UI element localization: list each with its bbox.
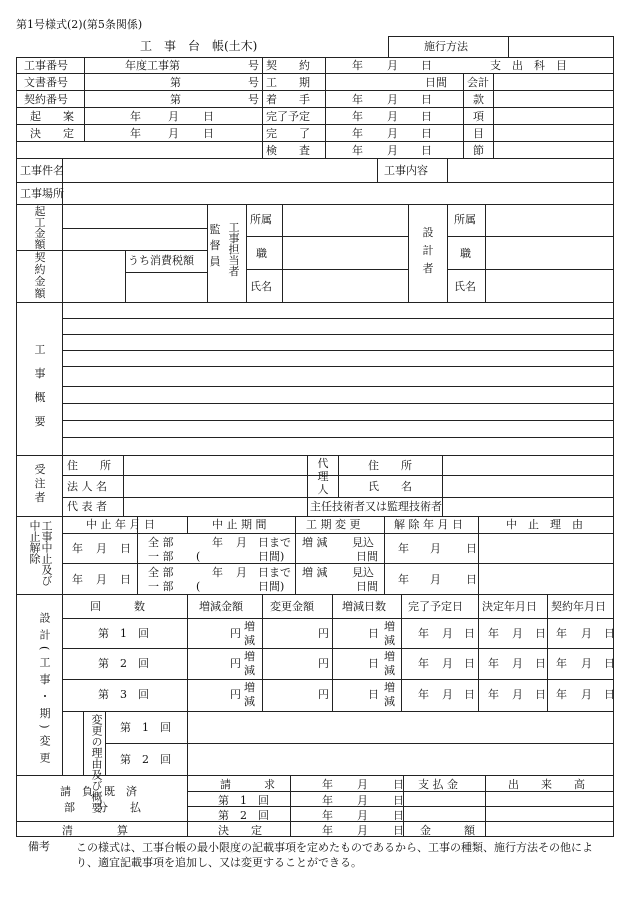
gou-label: 号	[248, 76, 259, 89]
h-kaijo-label: 解 除 年 月 日	[394, 518, 463, 531]
zou-label: 増	[384, 650, 395, 663]
hi-label: 日	[368, 688, 379, 701]
zenbu-label: 全 部	[148, 566, 174, 579]
kakko-label: (	[196, 550, 201, 563]
shimei-label: 氏名	[454, 280, 476, 293]
kouji-gaiyou-label: 工事概要	[34, 343, 46, 428]
kingaku-label: 金 額	[420, 824, 475, 837]
tsuki-label: 月	[357, 809, 368, 822]
sekkei-label: 設計(工事・期)変更	[38, 612, 51, 769]
zougen-label: 増 減	[302, 536, 328, 549]
tsuki-label: 月	[357, 794, 368, 807]
nen-label: 年	[352, 110, 363, 123]
tsuki-label: 月	[430, 542, 441, 555]
nen-label: 年	[322, 809, 333, 822]
en-label: 円	[230, 688, 241, 701]
tsuki-label: 月	[387, 144, 398, 157]
tsuki-label: 月	[168, 127, 179, 140]
nen-label: 年	[212, 566, 223, 579]
dai-label: 第	[170, 93, 181, 106]
dekidaka-label: 出 来 高	[508, 778, 585, 791]
mikomi-label: 見込	[352, 566, 374, 579]
kan-label: 款	[473, 93, 484, 106]
gen-label: 減	[384, 695, 395, 708]
shimei-label: 氏名	[250, 280, 272, 293]
kouji-naiyou-label: 工事内容	[384, 164, 428, 177]
hi-label: 日	[464, 688, 475, 701]
en-label: 円	[318, 688, 329, 701]
kettei2-label: 決 定	[218, 824, 262, 837]
tsuki-label: 月	[442, 688, 453, 701]
hi-label: 日	[466, 573, 477, 586]
hi-label: 日	[535, 657, 546, 670]
hi-label: 日	[604, 688, 615, 701]
tsuki-label: 月	[512, 627, 523, 640]
seikyuu-label: 請 求	[220, 778, 275, 791]
hi-label: 日	[368, 627, 379, 640]
kouji-kenmei-label: 工事件名	[20, 164, 64, 177]
kian-label: 起 案	[30, 110, 74, 123]
hi-label: 日	[535, 627, 546, 640]
nen-label: 年	[398, 573, 409, 586]
form-title: 工 事 台 帳(土木)	[140, 39, 258, 53]
d-jusho-label: 住 所	[368, 459, 412, 472]
nen-label: 年	[352, 59, 363, 72]
nen-label: 年	[130, 127, 141, 140]
sekkeisha-label: 設計者	[422, 226, 434, 275]
kikou-kingaku-label: 起工金額	[34, 205, 46, 251]
dai-label: 第	[170, 76, 181, 89]
sekkei-round-1: 第 1 回	[98, 627, 149, 640]
h-kikan-label: 中 止 期 間	[212, 518, 267, 531]
hi-label: 日	[203, 110, 214, 123]
uchi-shohizei-label: うち消費税額	[128, 254, 194, 267]
nichikan-label: 日間	[356, 550, 378, 563]
keiyaku-bangou-label: 契約番号	[24, 93, 68, 106]
ichibu-label: 一 部	[148, 550, 174, 563]
tsuki-label: 月	[442, 657, 453, 670]
tsuki-label: 月	[387, 59, 398, 72]
tsuki-label: 月	[357, 824, 368, 837]
jutyusha-label: 受注者	[34, 463, 46, 504]
kouji-kenmei-field[interactable]	[64, 160, 376, 181]
gen-label: 減	[244, 634, 255, 647]
tsuki-label: 月	[387, 110, 398, 123]
ukeoi-kisai-label: 請 負 既 済	[60, 785, 137, 798]
nen-label: 年	[556, 688, 567, 701]
remarks-text: この様式は、工事台帳の最小限度の記載事項を定めたものであるから、工事の種類、施行方法その他により、適宜記載事項を追加し、又は変更することができる。	[76, 841, 593, 869]
hi-label: 日	[421, 59, 432, 72]
keiyaku-label: 契 約	[266, 59, 310, 72]
zou-label: 増	[244, 681, 255, 694]
nendo-daini-label: 年度工事第	[125, 59, 180, 72]
gen-label: 減	[384, 634, 395, 647]
nen-label: 年	[130, 110, 141, 123]
nen-label: 年	[418, 627, 429, 640]
hi-label: 日	[393, 794, 404, 807]
mikomi-label: 見込	[352, 536, 374, 549]
tsuki-label: 月	[581, 657, 592, 670]
seisan-label: 清 算	[62, 824, 128, 837]
tsuki-label: 月	[581, 627, 592, 640]
nichikan-close-label: 日間)	[258, 580, 285, 593]
sekou-houhou-field[interactable]	[510, 38, 612, 56]
hi-label: 日	[393, 778, 404, 791]
kou-label: 項	[473, 110, 484, 123]
sekkei-round-3: 第 3 回	[98, 688, 149, 701]
hi-label: 日	[203, 127, 214, 140]
nen-label: 年	[352, 127, 363, 140]
remarks-label: 備考	[28, 840, 50, 853]
tsuki-label: 月	[442, 627, 453, 640]
zougen-nissuu-label: 増減日数	[342, 600, 386, 613]
bunsho-bangou-label: 文書番号	[24, 76, 68, 89]
hi-label: 日	[120, 542, 131, 555]
shishutsu-kamoku-label: 支 出 科 目	[490, 59, 567, 72]
hi-label: 日	[464, 627, 475, 640]
nen-label: 年	[488, 627, 499, 640]
zou-label: 増	[384, 681, 395, 694]
shoku-label: 職	[460, 247, 471, 260]
chushi-label: 工事中止及び中止解除	[28, 520, 53, 586]
kaisuu-label: 回 数	[90, 600, 145, 613]
h-nengappi-label: 中 止 年 月 日	[86, 518, 155, 531]
tsuki-label: 月	[512, 688, 523, 701]
hi-label: 日	[421, 93, 432, 106]
nen-label: 年	[556, 627, 567, 640]
nen-label: 年	[488, 688, 499, 701]
kensa-label: 検 査	[266, 144, 310, 157]
kaikei-label: 会計	[467, 76, 489, 89]
gen-label: 減	[244, 664, 255, 677]
riyuu-label: 変更の理由及び概要	[90, 714, 103, 813]
h-riyuu-label: 中 止 理 由	[506, 518, 583, 531]
gen-label: 減	[244, 695, 255, 708]
ichibu-label: 一 部	[148, 580, 174, 593]
hi-label: 日	[464, 657, 475, 670]
zou-label: 増	[244, 620, 255, 633]
tsuki-label: 月	[96, 573, 107, 586]
tsuki-label: 月	[168, 110, 179, 123]
hi-label: 日	[368, 657, 379, 670]
nen-label: 年	[212, 536, 223, 549]
tsuki-label: 月	[387, 93, 398, 106]
kouki-label: 工 期	[266, 76, 310, 89]
kouji-tantousha-label: 工事担当者	[228, 221, 240, 278]
nen-label: 年	[398, 542, 409, 555]
shoku-label: 職	[256, 247, 267, 260]
shiharaikin-label: 支 払 金	[418, 778, 458, 791]
zenbu-label: 全 部	[148, 536, 174, 549]
gou-label: 号	[248, 93, 259, 106]
houjin-label: 法 人 名	[67, 480, 107, 493]
kantoku-label: 監督員	[209, 223, 221, 268]
hi-label: 日	[421, 144, 432, 157]
en-label: 円	[230, 627, 241, 640]
nen-label: 年	[72, 542, 83, 555]
nen-label: 年	[418, 688, 429, 701]
tsuki-label: 月	[236, 566, 247, 579]
nichikan-close-label: 日間)	[258, 550, 285, 563]
bubun-barai-label: 部 分 払	[64, 801, 141, 814]
tsuki-label: 月	[357, 778, 368, 791]
made-label: 日まで	[258, 536, 291, 549]
tsuki-label: 月	[512, 657, 523, 670]
kouji-basho-field[interactable]	[64, 184, 612, 203]
nichikan-label: 日間	[356, 580, 378, 593]
nen-label: 年	[556, 657, 567, 670]
d-shimei-label: 氏 名	[368, 480, 412, 493]
hi-label: 日	[604, 627, 615, 640]
kanryou-yoteibi-label: 完了予定日	[408, 600, 463, 613]
nichikan-label: 日間	[425, 76, 447, 89]
hi-label: 日	[421, 110, 432, 123]
form-id: 第1号様式(2)(第5条関係)	[16, 18, 143, 31]
riyuu-round-2: 第 2 回	[120, 753, 171, 766]
gou-label: 号	[248, 59, 259, 72]
shozoku-label: 所属	[454, 213, 476, 226]
nen-label: 年	[322, 778, 333, 791]
zougen-kingaku-label: 増減金額	[199, 600, 243, 613]
keiyaku-kingaku-label: 契約金額	[34, 251, 46, 300]
nen-label: 年	[322, 824, 333, 837]
kouji-bangou-label: 工事番号	[24, 59, 68, 72]
zou-label: 増	[244, 650, 255, 663]
kouji-basho-label: 工事場所	[20, 187, 64, 200]
r2-label: 第 2 回	[218, 809, 269, 822]
kanryou-yotei-label: 完了予定	[266, 110, 310, 123]
sekkei-round-2: 第 2 回	[98, 657, 149, 670]
nen-label: 年	[352, 144, 363, 157]
made-label: 日まで	[258, 566, 291, 579]
nen-label: 年	[418, 657, 429, 670]
tsuki-label: 月	[236, 536, 247, 549]
chakushu-label: 着 手	[266, 93, 310, 106]
hi-label: 日	[421, 127, 432, 140]
zougen-label: 増 減	[302, 566, 328, 579]
r1-label: 第 1 回	[218, 794, 269, 807]
tsuki-label: 月	[387, 127, 398, 140]
nen-label: 年	[322, 794, 333, 807]
keiyaku-nengappi-label: 契約年月日	[551, 600, 606, 613]
gen-label: 減	[384, 664, 395, 677]
hi-label: 日	[604, 657, 615, 670]
hi-label: 日	[120, 573, 131, 586]
tsuki-label: 月	[96, 542, 107, 555]
nen-label: 年	[352, 93, 363, 106]
kakko-label: (	[196, 580, 201, 593]
tsuki-label: 月	[581, 688, 592, 701]
jusho-label: 住 所	[67, 459, 111, 472]
dairinin-label: 代理人	[317, 457, 329, 496]
moku-label: 目	[473, 127, 484, 140]
hi-label: 日	[393, 824, 404, 837]
en-label: 円	[230, 657, 241, 670]
shozoku-label: 所属	[250, 213, 272, 226]
en-label: 円	[318, 657, 329, 670]
hi-label: 日	[535, 688, 546, 701]
shunin-label: 主任技術者又は監理技術者	[310, 500, 442, 513]
nen-label: 年	[488, 657, 499, 670]
en-label: 円	[318, 627, 329, 640]
daihyou-label: 代 表 者	[67, 500, 107, 513]
hi-label: 日	[393, 809, 404, 822]
hi-label: 日	[466, 542, 477, 555]
sekou-houhou-label: 施行方法	[424, 40, 468, 53]
riyuu-round-1: 第 1 回	[120, 721, 171, 734]
kettei-nengappi-label: 決定年月日	[482, 600, 537, 613]
henkou-kingaku-label: 変更金額	[270, 600, 314, 613]
nen-label: 年	[72, 573, 83, 586]
setsu-label: 節	[473, 144, 484, 157]
h-henkou-label: 工 期 変 更	[306, 518, 361, 531]
kettei-label: 決 定	[30, 127, 74, 140]
zou-label: 増	[384, 620, 395, 633]
tsuki-label: 月	[430, 573, 441, 586]
kanryou-label: 完 了	[266, 127, 310, 140]
